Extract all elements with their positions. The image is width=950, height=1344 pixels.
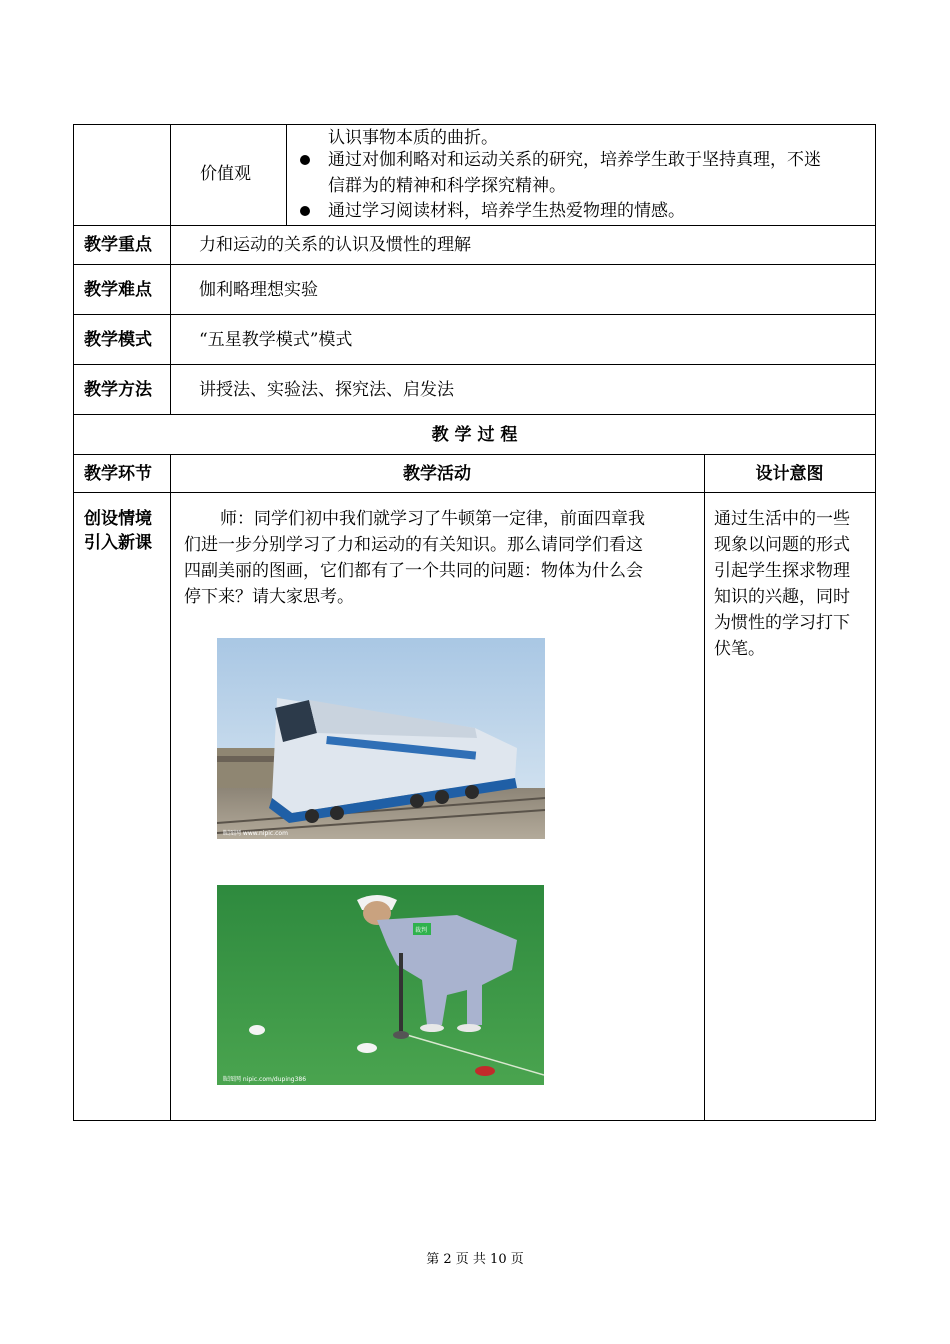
intent-line-6: 伏笔。 <box>714 639 765 659</box>
values-bullet-2-line1: 通过学习阅读材料，培养学生热爱物理的情感。 <box>328 201 685 221</box>
row-label-key-point: 教学重点 <box>84 235 152 255</box>
activity-line-3: 四副美丽的图画，它们都有了一个共同的问题：物体为什么会 <box>184 561 643 581</box>
table-right-border <box>875 124 876 1121</box>
values-bullet-1-line2: 信群为的精神和科学探究精神。 <box>328 176 566 196</box>
row-label-difficulty: 教学难点 <box>84 280 152 300</box>
row-divider <box>73 364 876 365</box>
row-value-key-point: 力和运动的关系的认识及惯性的理解 <box>199 235 471 255</box>
intent-line-1: 通过生活中的一些 <box>714 509 850 529</box>
header-intent: 设计意图 <box>755 464 824 484</box>
train-photo <box>217 638 545 839</box>
row-label-mode: 教学模式 <box>84 330 152 350</box>
header-stage: 教学环节 <box>84 464 152 484</box>
table-left-border <box>73 124 74 1121</box>
stage-name-line2: 引入新课 <box>84 533 152 553</box>
intent-line-5: 为惯性的学习打下 <box>714 613 850 633</box>
intent-line-2: 现象以问题的形式 <box>714 535 850 555</box>
table-top-border <box>73 124 876 125</box>
row-divider <box>73 314 876 315</box>
values-col-divider-2 <box>286 124 287 225</box>
golf-armband-text: 裁判 <box>415 927 428 934</box>
activity-line-4: 停下来？请大家思考。 <box>184 587 354 607</box>
row-divider <box>73 414 876 415</box>
label-col-divider <box>170 225 171 414</box>
page-footer: 第 2 页 共 10 页 <box>426 1252 524 1267</box>
process-title: 教 学 过 程 <box>431 425 518 445</box>
golf-watermark: 昵图网 nipic.com/duping386 <box>223 1076 307 1083</box>
values-line-top: 认识事物本质的曲折。 <box>328 128 498 148</box>
activity-line-1: 师：同学们初中我们就学习了牛顿第一定律，前面四章我 <box>220 509 645 529</box>
row-value-difficulty: 伽利略理想实验 <box>199 280 318 300</box>
train-watermark: 昵图网 www.nipic.com <box>223 830 288 837</box>
golf-photo <box>217 885 544 1085</box>
row-value-mode: “五星教学模式”模式 <box>199 330 353 350</box>
row-label-method: 教学方法 <box>84 380 152 400</box>
header-activity: 教学活动 <box>403 464 471 484</box>
row-divider <box>73 454 876 455</box>
process-col-divider-1 <box>170 454 171 1121</box>
row-divider <box>73 264 876 265</box>
intent-line-4: 知识的兴趣，同时 <box>714 587 850 607</box>
values-col-divider-1 <box>170 124 171 225</box>
row-divider <box>73 492 876 493</box>
bullet-icon <box>300 155 310 165</box>
bullet-icon <box>300 206 310 216</box>
row-divider <box>73 225 876 226</box>
values-bullet-1-line1: 通过对伽利略对和运动关系的研究，培养学生敢于坚持真理，不迷 <box>328 150 821 170</box>
intent-line-3: 引起学生探求物理 <box>714 561 850 581</box>
activity-line-2: 们进一步分别学习了力和运动的有关知识。那么请同学们看这 <box>184 535 643 555</box>
row-value-method: 讲授法、实验法、探究法、启发法 <box>199 380 454 400</box>
process-col-divider-2 <box>704 454 705 1121</box>
values-label: 价值观 <box>200 164 251 184</box>
table-bottom-border <box>73 1120 876 1121</box>
stage-name-line1: 创设情境 <box>84 509 152 529</box>
